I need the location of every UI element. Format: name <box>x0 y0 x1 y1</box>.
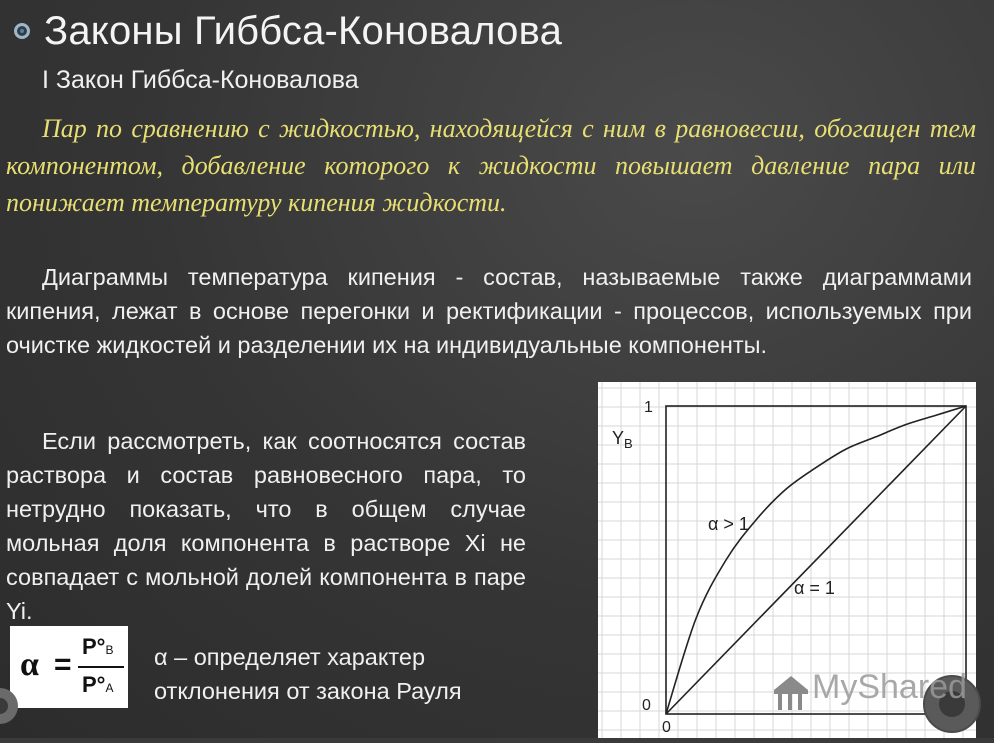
formula-description: α – определяет характер отклонения от закона Рауля <box>154 644 462 704</box>
formula-equals: = <box>54 648 72 681</box>
slide-subtitle: I Закон Гиббса-Коновалова <box>42 66 359 94</box>
annotation-alpha-gt-1: α > 1 <box>708 514 749 534</box>
formula-numerator: P°B <box>82 634 114 659</box>
title-bullet-icon <box>14 23 30 39</box>
title-row <box>8 6 562 56</box>
paragraph-composition: Если рассмотреть, как соотносятся состав раствора и состав равновесного пара, то нетрудно показать, что в общем случае мольная доля компонента в растворе Xi не совпадает с мольной долей компонента в паре Yi. <box>6 428 526 624</box>
watermark-logo-icon <box>772 672 812 716</box>
formula-denominator: P°A <box>82 672 114 697</box>
watermark-text: MyShared <box>812 668 967 706</box>
slide-title: Законы Гиббса-Коновалова <box>44 8 563 53</box>
paragraph-diagrams: Диаграммы температура кипения - состав, называемые также диаграммами кипения, лежат в основе перегонки и ректификации - процессов, используемых при очистке жидкостей и разделении их на индивидуальные компоненты. <box>6 264 972 358</box>
y-tick-origin: 0 <box>642 697 651 714</box>
gear-icon <box>0 676 30 738</box>
y-tick-top: 1 <box>644 399 653 416</box>
x-tick-origin: 0 <box>662 719 671 736</box>
annotation-alpha-eq-1: α = 1 <box>794 578 835 598</box>
formula-fraction-line <box>78 666 124 668</box>
y-axis-label: $Y_B$ <box>612 428 633 451</box>
law-statement: Пар по сравнению с жидкостью, находящейся с ним в равновесии, обогащен тем компонентом, добавление которого к жидкости повышает давление пара или понижает температуру кипения жидкости. <box>6 114 976 217</box>
formula-alpha: α <box>20 646 39 683</box>
